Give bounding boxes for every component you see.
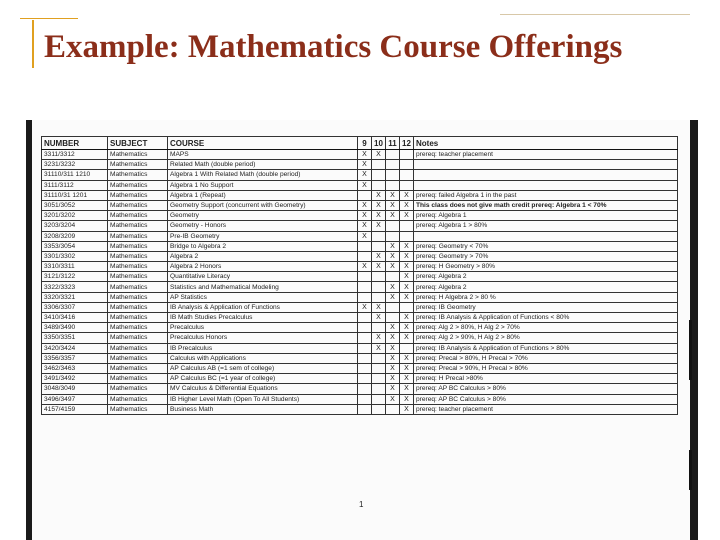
cell-notes: prereq: H Geometry > 80% [414, 262, 678, 272]
table-row [42, 180, 678, 190]
cell-grade-11: X [386, 262, 400, 272]
table-row [42, 394, 678, 404]
cell-grade-9 [358, 333, 372, 343]
cell-subject: Mathematics [108, 323, 168, 333]
cell-number: 3048/3049 [42, 384, 108, 394]
cell-grade-9 [358, 313, 372, 323]
cell-grade-10 [372, 292, 386, 302]
cell-grade-12: X [400, 374, 414, 384]
table-row [42, 404, 678, 414]
cell-grade-10 [372, 404, 386, 414]
cell-grade-12: X [400, 200, 414, 210]
table-header-row [42, 137, 678, 150]
column-header: Notes [414, 137, 678, 150]
cell-grade-9 [358, 323, 372, 333]
course-offerings-table [41, 136, 678, 415]
cell-notes: prereq: IB Geometry [414, 302, 678, 312]
cell-number: 3201/3202 [42, 211, 108, 221]
cell-grade-9: X [358, 221, 372, 231]
cell-grade-10: X [372, 343, 386, 353]
cell-grade-12: X [400, 394, 414, 404]
cell-notes: prereq: Precal > 90%, H Precal > 80% [414, 363, 678, 373]
cell-grade-11 [386, 170, 400, 180]
cell-subject: Mathematics [108, 333, 168, 343]
cell-grade-11: X [386, 323, 400, 333]
column-header: NUMBER [42, 137, 108, 150]
page-number: 1 [359, 500, 364, 509]
cell-course: AP Calculus BC (=1 year of college) [168, 374, 358, 384]
cell-course: AP Statistics [168, 292, 358, 302]
cell-number: 3208/3209 [42, 231, 108, 241]
cell-notes: prereq: teacher placement [414, 404, 678, 414]
table-row [42, 272, 678, 282]
table-row [42, 282, 678, 292]
cell-course: Geometry Support (concurrent with Geometry) [168, 200, 358, 210]
cell-number: 3491/3492 [42, 374, 108, 384]
table-row [42, 353, 678, 363]
cell-grade-12: X [400, 384, 414, 394]
cell-grade-12: X [400, 262, 414, 272]
cell-subject: Mathematics [108, 170, 168, 180]
cell-grade-9: X [358, 180, 372, 190]
cell-grade-11: X [386, 333, 400, 343]
cell-grade-11 [386, 160, 400, 170]
cell-course: IB Math Studies Precalculus [168, 313, 358, 323]
table-row [42, 292, 678, 302]
cell-grade-9 [358, 241, 372, 251]
cell-grade-10: X [372, 262, 386, 272]
cell-course: IB Analysis & Application of Functions [168, 302, 358, 312]
cell-number: 3410/3416 [42, 313, 108, 323]
table-row [42, 170, 678, 180]
cell-grade-10 [372, 394, 386, 404]
cell-number: 3356/3357 [42, 353, 108, 363]
cell-grade-12 [400, 180, 414, 190]
cell-course: Precalculus Honors [168, 333, 358, 343]
cell-course: Precalculus [168, 323, 358, 333]
table-row [42, 190, 678, 200]
table-row [42, 323, 678, 333]
cell-course: MV Calculus & Differential Equations [168, 384, 358, 394]
cell-subject: Mathematics [108, 180, 168, 190]
cell-notes: prereq: Alg 2 > 90%, H Alg 2 > 80% [414, 333, 678, 343]
cell-grade-10: X [372, 211, 386, 221]
cell-subject: Mathematics [108, 282, 168, 292]
table-row [42, 241, 678, 251]
cell-grade-11: X [386, 353, 400, 363]
cell-number: 3320/3321 [42, 292, 108, 302]
cell-number: 3311/3312 [42, 150, 108, 160]
cell-number: 3489/3490 [42, 323, 108, 333]
cell-grade-11: X [386, 190, 400, 200]
cell-grade-10: X [372, 313, 386, 323]
cell-number: 3203/3204 [42, 221, 108, 231]
table-row [42, 302, 678, 312]
cell-grade-11: X [386, 394, 400, 404]
cell-notes: prereq: Geometry < 70% [414, 241, 678, 251]
cell-course: Quantitative Literacy [168, 272, 358, 282]
cell-number: 3231/3232 [42, 160, 108, 170]
cell-course: Algebra 1 (Repeat) [168, 190, 358, 200]
cell-grade-9 [358, 363, 372, 373]
cell-notes: This class does not give math credit prereq: Algebra 1 < 70% [414, 200, 678, 210]
cell-number: 3301/3302 [42, 251, 108, 261]
cell-grade-10 [372, 160, 386, 170]
cell-grade-10: X [372, 302, 386, 312]
cell-number: 3462/3463 [42, 363, 108, 373]
table-row [42, 150, 678, 160]
cell-course: Algebra 2 [168, 251, 358, 261]
cell-grade-9 [358, 343, 372, 353]
cell-grade-11: X [386, 241, 400, 251]
cell-grade-11 [386, 150, 400, 160]
cell-grade-9 [358, 394, 372, 404]
cell-grade-10: X [372, 221, 386, 231]
cell-number: 3496/3497 [42, 394, 108, 404]
cell-number: 31110/311 1210 [42, 170, 108, 180]
cell-grade-9: X [358, 211, 372, 221]
table-row [42, 251, 678, 261]
decorative-vertical-line [32, 20, 34, 68]
cell-grade-11: X [386, 363, 400, 373]
cell-subject: Mathematics [108, 211, 168, 221]
cell-notes [414, 180, 678, 190]
cell-grade-9: X [358, 160, 372, 170]
cell-grade-12: X [400, 190, 414, 200]
cell-grade-9: X [358, 170, 372, 180]
cell-grade-11: X [386, 211, 400, 221]
scan-edge-mark [689, 450, 692, 490]
cell-grade-10 [372, 384, 386, 394]
cell-notes [414, 160, 678, 170]
table-row [42, 363, 678, 373]
cell-grade-9 [358, 404, 372, 414]
table-row [42, 374, 678, 384]
cell-grade-10 [372, 241, 386, 251]
table-row [42, 384, 678, 394]
cell-subject: Mathematics [108, 160, 168, 170]
cell-grade-11 [386, 302, 400, 312]
cell-grade-9 [358, 282, 372, 292]
cell-notes: prereq: failed Algebra 1 in the past [414, 190, 678, 200]
cell-grade-11 [386, 272, 400, 282]
cell-notes: prereq: Algebra 1 > 80% [414, 221, 678, 231]
cell-notes: prereq: H Algebra 2 > 80 % [414, 292, 678, 302]
cell-number: 3322/3323 [42, 282, 108, 292]
cell-course: IB Precalculus [168, 343, 358, 353]
cell-course: Algebra 2 Honors [168, 262, 358, 272]
column-header: COURSE [168, 137, 358, 150]
cell-notes: prereq: AP BC Calculus > 80% [414, 394, 678, 404]
cell-subject: Mathematics [108, 404, 168, 414]
decorative-top-line [500, 14, 690, 15]
cell-grade-12 [400, 221, 414, 231]
cell-grade-10 [372, 272, 386, 282]
cell-grade-12: X [400, 292, 414, 302]
cell-grade-12 [400, 343, 414, 353]
cell-grade-10: X [372, 251, 386, 261]
cell-number: 31110/31 1201 [42, 190, 108, 200]
cell-grade-12: X [400, 333, 414, 343]
cell-subject: Mathematics [108, 231, 168, 241]
cell-subject: Mathematics [108, 251, 168, 261]
cell-course: Related Math (double period) [168, 160, 358, 170]
cell-grade-10 [372, 282, 386, 292]
cell-grade-11 [386, 180, 400, 190]
cell-grade-10 [372, 353, 386, 363]
cell-grade-9: X [358, 150, 372, 160]
cell-number: 3420/3424 [42, 343, 108, 353]
cell-subject: Mathematics [108, 272, 168, 282]
cell-grade-11: X [386, 292, 400, 302]
table-row [42, 221, 678, 231]
cell-number: 3051/3052 [42, 200, 108, 210]
cell-subject: Mathematics [108, 241, 168, 251]
cell-grade-9 [358, 292, 372, 302]
cell-number: 3121/3122 [42, 272, 108, 282]
table-row [42, 211, 678, 221]
cell-subject: Mathematics [108, 394, 168, 404]
cell-grade-11 [386, 313, 400, 323]
cell-subject: Mathematics [108, 353, 168, 363]
cell-course: Pre-IB Geometry [168, 231, 358, 241]
cell-subject: Mathematics [108, 262, 168, 272]
cell-grade-12: X [400, 323, 414, 333]
table-row [42, 262, 678, 272]
table-row [42, 333, 678, 343]
cell-grade-10 [372, 180, 386, 190]
document-page [32, 120, 690, 540]
cell-notes [414, 170, 678, 180]
cell-grade-12: X [400, 251, 414, 261]
cell-grade-12 [400, 170, 414, 180]
cell-course: Geometry [168, 211, 358, 221]
column-header: 10 [372, 137, 386, 150]
cell-grade-12: X [400, 211, 414, 221]
cell-grade-9: X [358, 231, 372, 241]
column-header: 12 [400, 137, 414, 150]
cell-number: 4157/4159 [42, 404, 108, 414]
cell-notes: prereq: Geometry > 70% [414, 251, 678, 261]
cell-notes: prereq: IB Analysis & Application of Functions > 80% [414, 343, 678, 353]
cell-grade-9 [358, 251, 372, 261]
cell-course: Bridge to Algebra 2 [168, 241, 358, 251]
cell-grade-10 [372, 363, 386, 373]
cell-subject: Mathematics [108, 313, 168, 323]
cell-course: IB Higher Level Math (Open To All Students) [168, 394, 358, 404]
table-row [42, 343, 678, 353]
cell-course: Algebra 1 No Support [168, 180, 358, 190]
cell-grade-10: X [372, 333, 386, 343]
cell-course: AP Calculus AB (=1 sem of college) [168, 363, 358, 373]
cell-grade-10 [372, 170, 386, 180]
decorative-horizontal-line [20, 18, 78, 19]
cell-grade-11: X [386, 200, 400, 210]
cell-grade-9 [358, 353, 372, 363]
cell-subject: Mathematics [108, 363, 168, 373]
cell-subject: Mathematics [108, 384, 168, 394]
cell-subject: Mathematics [108, 343, 168, 353]
cell-notes: prereq: teacher placement [414, 150, 678, 160]
table-row [42, 160, 678, 170]
cell-number: 3353/3054 [42, 241, 108, 251]
cell-grade-9: X [358, 262, 372, 272]
cell-subject: Mathematics [108, 302, 168, 312]
cell-course: Statistics and Mathematical Modeling [168, 282, 358, 292]
cell-notes: prereq: Algebra 2 [414, 282, 678, 292]
cell-number: 3306/3307 [42, 302, 108, 312]
cell-notes: prereq: Algebra 2 [414, 272, 678, 282]
cell-grade-12: X [400, 241, 414, 251]
cell-number: 3350/3351 [42, 333, 108, 343]
cell-grade-12: X [400, 272, 414, 282]
cell-grade-10 [372, 323, 386, 333]
cell-grade-11 [386, 221, 400, 231]
cell-grade-11: X [386, 384, 400, 394]
cell-grade-9 [358, 384, 372, 394]
cell-grade-12: X [400, 313, 414, 323]
cell-course: MAPS [168, 150, 358, 160]
cell-grade-10: X [372, 190, 386, 200]
cell-number: 3310/3311 [42, 262, 108, 272]
cell-grade-11: X [386, 251, 400, 261]
scan-edge-mark [689, 320, 692, 380]
cell-course: Algebra 1 With Related Math (double period) [168, 170, 358, 180]
cell-grade-10: X [372, 150, 386, 160]
cell-notes: prereq: Alg 2 > 80%, H Alg 2 > 70% [414, 323, 678, 333]
cell-grade-11 [386, 404, 400, 414]
cell-grade-12 [400, 160, 414, 170]
cell-notes: prereq: IB Analysis & Application of Functions < 80% [414, 313, 678, 323]
cell-grade-9: X [358, 302, 372, 312]
cell-subject: Mathematics [108, 374, 168, 384]
cell-grade-12: X [400, 282, 414, 292]
scanned-document [26, 120, 698, 540]
cell-grade-11: X [386, 374, 400, 384]
cell-grade-12 [400, 231, 414, 241]
cell-grade-12: X [400, 404, 414, 414]
table-row [42, 313, 678, 323]
cell-grade-9 [358, 272, 372, 282]
column-header: 9 [358, 137, 372, 150]
cell-grade-10 [372, 231, 386, 241]
cell-grade-12 [400, 150, 414, 160]
cell-grade-11 [386, 231, 400, 241]
cell-notes: prereq: H Precal >80% [414, 374, 678, 384]
cell-number: 3111/3112 [42, 180, 108, 190]
cell-subject: Mathematics [108, 190, 168, 200]
cell-grade-10 [372, 374, 386, 384]
column-header: SUBJECT [108, 137, 168, 150]
cell-grade-9 [358, 374, 372, 384]
cell-subject: Mathematics [108, 200, 168, 210]
cell-notes: prereq: Precal > 80%, H Precal > 70% [414, 353, 678, 363]
table-row [42, 200, 678, 210]
table-row [42, 231, 678, 241]
cell-subject: Mathematics [108, 221, 168, 231]
cell-subject: Mathematics [108, 150, 168, 160]
cell-grade-10: X [372, 200, 386, 210]
cell-grade-11: X [386, 282, 400, 292]
cell-notes [414, 231, 678, 241]
slide-title: Example: Mathematics Course Offerings [44, 29, 623, 65]
cell-course: Calculus with Applications [168, 353, 358, 363]
cell-notes: prereq: AP BC Calculus > 80% [414, 384, 678, 394]
cell-grade-11: X [386, 343, 400, 353]
cell-subject: Mathematics [108, 292, 168, 302]
cell-course: Geometry - Honors [168, 221, 358, 231]
cell-course: Business Math [168, 404, 358, 414]
cell-grade-9: X [358, 200, 372, 210]
column-header: 11 [386, 137, 400, 150]
cell-notes: prereq: Algebra 1 [414, 211, 678, 221]
cell-grade-12: X [400, 363, 414, 373]
cell-grade-12 [400, 302, 414, 312]
cell-grade-12: X [400, 353, 414, 363]
cell-grade-9 [358, 190, 372, 200]
